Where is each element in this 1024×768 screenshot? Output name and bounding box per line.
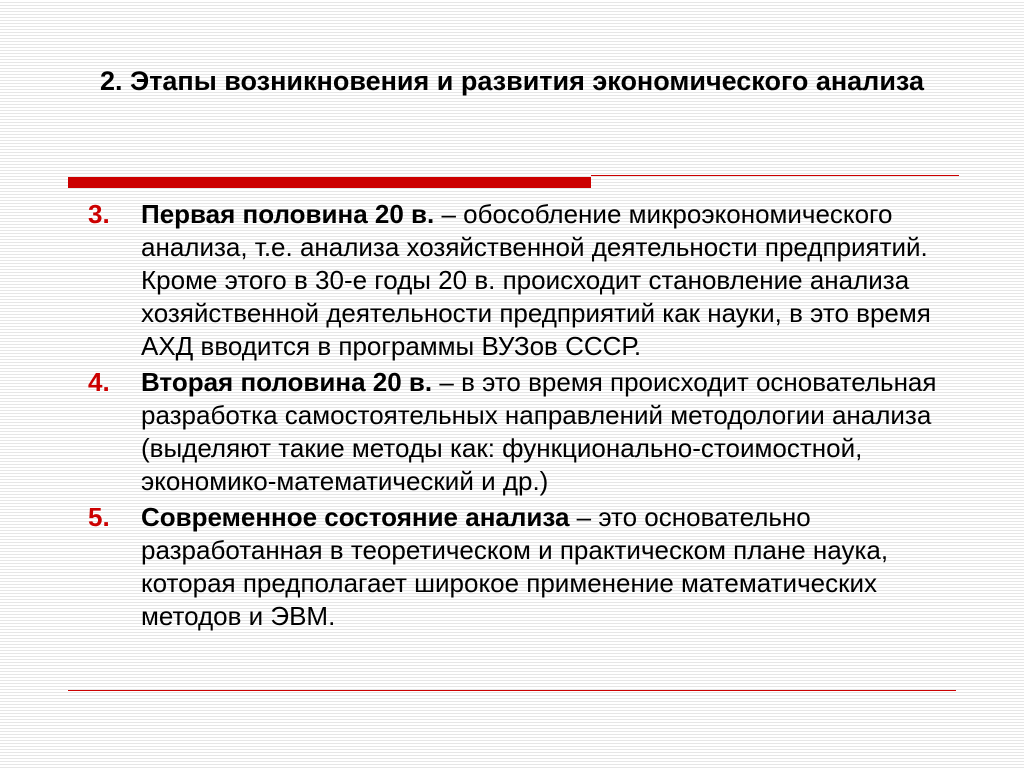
stages-list	[88, 198, 978, 636]
list-item	[88, 198, 978, 363]
item-number: 5.	[88, 502, 110, 532]
item-term: Современное состояние анализа	[141, 502, 570, 532]
item-number: 3.	[88, 199, 110, 229]
item-text: – в это время происходит основательная разработка самостоятельных направлений методологии анализа (выделяют такие методы как: функционально-стоимостной, экономико-математический и др.)	[141, 367, 937, 496]
title-underline-thin	[591, 175, 959, 176]
item-text: – обособление микроэкономического анализа, т.е. анализа хозяйственной деятельности предприятий. Кроме этого в 30-е годы 20 в. происходит становление анализа хозяйственной деятельности предприятий как науки, в это время АХД вводится в программы ВУЗов СССР.	[141, 199, 931, 361]
title-underline-thick	[68, 177, 591, 188]
item-term: Вторая половина 20 в.	[141, 367, 433, 397]
item-term: Первая половина 20 в.	[141, 199, 435, 229]
list-item	[88, 501, 978, 633]
slide-title: 2. Этапы возникновения и развития экономического анализа	[99, 66, 925, 96]
item-number: 4.	[88, 367, 110, 397]
item-text: – это основательно разработанная в теоретическом и практическом плане наука, которая предполагает широкое применение математических методов и ЭВМ.	[141, 502, 889, 631]
bottom-divider	[68, 690, 956, 691]
list-item	[88, 366, 978, 498]
